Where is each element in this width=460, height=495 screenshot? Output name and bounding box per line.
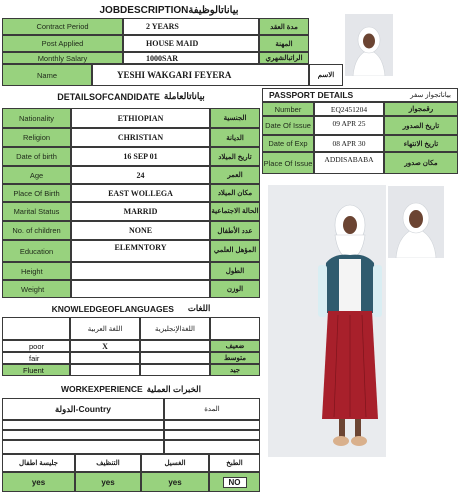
passport-row-arabic: مكان صدور [384,152,458,174]
details-row-label: Marital Status [2,202,71,221]
details-row-label: Age [2,166,71,184]
details-row-value: EAST WOLLEGA [71,184,210,202]
job-description-title [74,3,264,18]
passport-row-label: Date Of Issue [262,116,314,135]
experience-row-period [164,420,260,430]
monthly-salary-label: Monthly Salary [2,52,123,64]
experience-header-en: WORKEXPERIENCE [60,384,143,394]
details-row-label: Date of birth [2,147,71,166]
contract-period-arabic: مدة العقد [259,18,309,35]
languages-header-ar: اللغات [187,303,211,313]
passport-row-arabic: تاريخ الانتهاء [384,135,458,152]
skill-label: الغسيل [141,454,209,472]
full-body-photo [268,185,386,457]
skill-label: الطبخ [209,454,260,472]
details-row-arabic: الجنسية [210,108,260,128]
details-header-ar: بياناتالعاملة [163,91,205,101]
contract-period-value: 2 YEARS [123,18,259,35]
experience-country-label: الدولة-Country [2,398,164,420]
skill-value: yes [141,472,209,492]
details-row-value: NONE [71,221,210,240]
passport-row-arabic: رقمجواز [384,102,458,116]
details-row-arabic: تاريخ الميلاد [210,147,260,166]
post-applied-arabic: المهنة [259,35,309,52]
languages-row-label: fair [2,352,70,364]
skill-value: NO [223,477,247,488]
details-row-label: Place Of Birth [2,184,71,202]
skill-value-box [209,472,260,492]
details-row-label: Height [2,262,71,280]
languages-row-label: poor [2,340,70,352]
passport-row-value: ADDISABABA [314,152,384,174]
passport-header-ar: بياناتجواز سفر [410,92,451,99]
passport-row-arabic: تاريخ الصدور [384,116,458,135]
experience-header [2,380,260,398]
details-row-arabic: الديانة [210,128,260,147]
portrait-photo-small-right [388,186,444,258]
languages-row-english-value [140,352,210,364]
passport-row-label: Place Of Issue [262,152,314,174]
languages-corner-cell-right [210,317,260,340]
details-row-value: 16 SEP 01 [71,147,210,166]
skill-value: yes [2,472,75,492]
languages-row-arabic-value: X [70,340,140,352]
details-row-label: No. of children [2,221,71,240]
portrait-photo-small-top-svg [345,14,393,76]
details-row-arabic: الحالة الاجتماعية [210,202,260,221]
post-applied-label: Post Applied [2,35,123,52]
passport-row-label: Number [262,102,314,116]
name-value: YESHI WAKGARI FEYERA [92,64,309,86]
details-row-arabic: الوزن [210,280,260,298]
languages-row-level-arabic: متوسط [210,352,260,364]
monthly-salary-value: 1000SAR [123,52,259,64]
details-row-arabic: المؤهل العلمي [210,240,260,262]
details-row-value: CHRISTIAN [71,128,210,147]
languages-col-english: اللغةالإنجليزية [140,317,210,340]
details-row-value: ELEMNTORY [71,240,210,262]
skill-label: التنظيف [75,454,141,472]
details-row-value: MARRID [71,202,210,221]
portrait-photo-small-right-svg [388,186,444,258]
details-row-label: Education [2,240,71,262]
post-applied-value: HOUSE MAID [123,35,259,52]
passport-row-value: 08 APR 30 [314,135,384,152]
skill-value: yes [75,472,141,492]
languages-corner-cell [2,317,70,340]
job-description-title-text: JOBDESCRIPTIONبياناتالوظيفة [99,5,239,16]
languages-row-label: Fluent [2,364,70,376]
experience-period-label: المدة [164,398,260,420]
experience-header-ar: الخبرات العملية [146,383,202,394]
details-row-arabic: الطول [210,262,260,280]
experience-row-period [164,440,260,454]
experience-row-country [2,440,164,454]
experience-row-period [164,430,260,440]
monthly-salary-arabic: الراتبالشهري [259,52,309,64]
languages-header-en: KNOWLEDGEOFLANGUAGES [51,303,174,314]
details-row-label: Nationality [2,108,71,128]
languages-header [2,300,260,317]
details-header-en: DETAILSOFCANDIDATE [57,91,160,102]
details-row-value [71,262,210,280]
name-label: Name [2,64,92,86]
languages-row-arabic-value [70,364,140,376]
details-row-arabic: العمر [210,166,260,184]
passport-row-label: Date of Exp [262,135,314,152]
passport-header [262,88,458,102]
details-row-value: 24 [71,166,210,184]
experience-row-country [2,420,164,430]
name-arabic: الاسم [309,64,343,86]
portrait-photo-small-top [345,14,393,76]
languages-col-arabic: اللغة العربية [70,317,140,340]
details-row-arabic: مكان الميلاد [210,184,260,202]
details-row-arabic: عدد الأطفال [210,221,260,240]
languages-row-english-value [140,364,210,376]
experience-row-country [2,430,164,440]
details-row-value: ETHIOPIAN [71,108,210,128]
passport-row-value: 09 APR 25 [314,116,384,135]
languages-row-arabic-value [70,352,140,364]
full-body-photo-svg [268,185,386,457]
details-row-label: Religion [2,128,71,147]
details-row-label: Weight [2,280,71,298]
passport-row-value: EQ2451204 [314,102,384,116]
details-row-value [71,280,210,298]
details-header [2,88,260,105]
skill-label: جليسة اطفال [2,454,75,472]
languages-row-level-arabic: ضعيف [210,340,260,352]
passport-header-en: PASSPORT DETAILS [269,90,354,100]
contract-period-label: Contract Period [2,18,123,35]
languages-row-english-value [140,340,210,352]
languages-row-level-arabic: جيد [210,364,260,376]
